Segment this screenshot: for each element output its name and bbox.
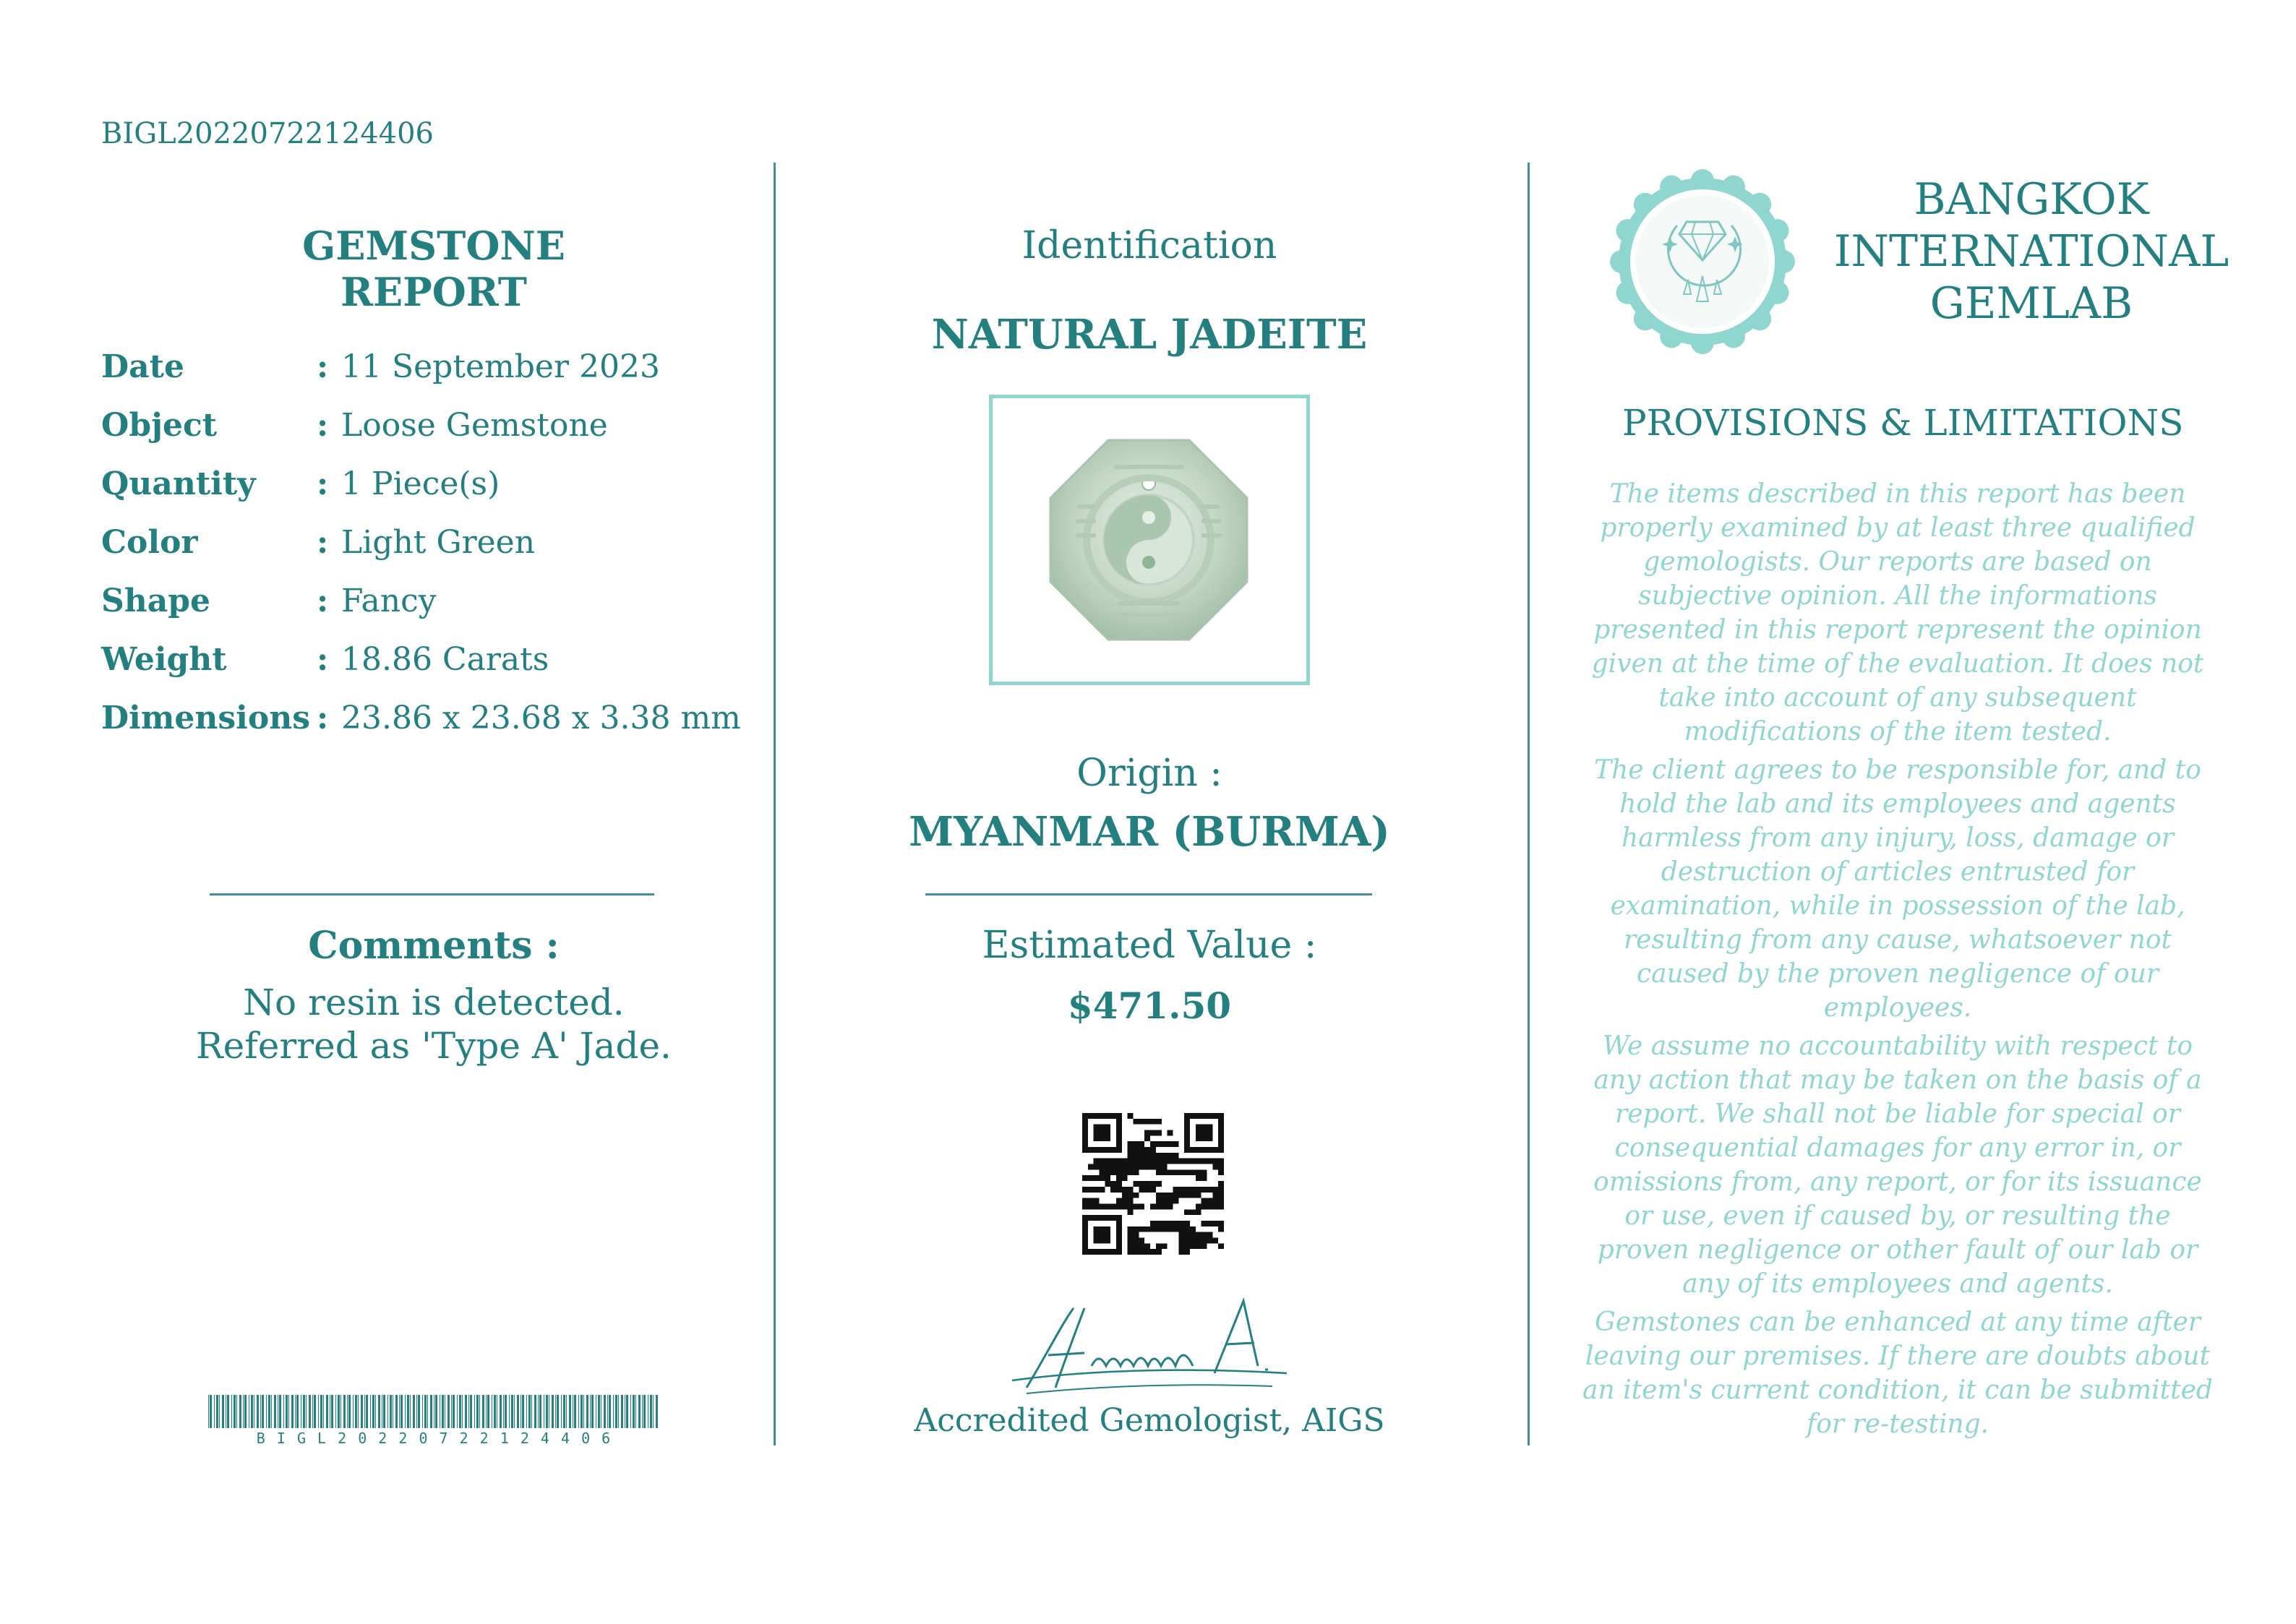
origin-value: MYANMAR (BURMA) (909, 808, 1390, 856)
field-row-quantity (101, 463, 752, 506)
field-value: 23.86 x 23.68 x 3.38 mm (341, 700, 741, 736)
field-row-dimensions (101, 697, 752, 740)
field-label: Weight (101, 641, 227, 678)
field-label: Color (101, 524, 198, 561)
report-title: GEMSTONE REPORT (302, 223, 565, 315)
divider-right (1528, 163, 1530, 1445)
signature (1005, 1286, 1301, 1402)
lab-name-line-2: INTERNATIONAL (1833, 226, 2229, 277)
lab-name-line-3: GEMLAB (1929, 278, 2133, 329)
estimated-value-amount: $471.50 (1067, 984, 1232, 1027)
estimated-value-label: Estimated Value : (982, 924, 1317, 967)
field-label: Quantity (101, 465, 256, 502)
field-colon: : (317, 465, 329, 502)
field-colon: : (317, 583, 329, 619)
field-label: Object (101, 407, 218, 444)
comments-title: Comments : (308, 924, 560, 968)
barcode-icon (208, 1395, 660, 1430)
field-value: 18.86 Carats (341, 641, 549, 678)
barcode-text: B I G L 2 0 2 2 0 7 2 2 1 2 4 4 0 6 (256, 1430, 612, 1447)
field-colon: : (317, 407, 329, 444)
field-value: 1 Piece(s) (341, 465, 500, 502)
field-colon: : (317, 641, 329, 678)
divider-left (774, 163, 776, 1445)
field-value: 11 September 2023 (341, 348, 660, 385)
field-colon: : (317, 524, 329, 561)
jade-pendant-image (993, 398, 1306, 682)
gemologist-label: Accredited Gemologist, AIGS (914, 1402, 1385, 1439)
field-value: Fancy (341, 583, 437, 619)
comments-line-1: No resin is detected. (243, 981, 625, 1023)
field-label: Dimensions (101, 700, 311, 736)
field-value: Light Green (341, 524, 536, 561)
field-row-shape (101, 580, 752, 623)
value-rule (925, 893, 1372, 895)
gem-photo-frame (989, 395, 1310, 685)
provisions-title: PROVISIONS & LIMITATIONS (1622, 402, 2184, 444)
lab-seal-icon (1609, 168, 1796, 356)
provisions-paragraph-4: Gemstones can be enhanced at any time after leaving our premises. If there are doubts about an item's current condition, it can be submitted for re-testing. (1582, 1307, 2213, 1439)
comments-rule (210, 893, 654, 895)
provisions-paragraph-2: The client agrees to be responsible for, and to hold the lab and its employees and agents harmless from any injury, loss, damage or destruction of articles entrusted for examination, while in possession of the lab, resulting from any cause, whatsoever not caused by the proven negligence of our employees. (1594, 755, 2201, 1023)
field-colon: : (317, 348, 329, 385)
report-id: BIGL20220722124406 (101, 117, 434, 150)
identification-label: Identification (1021, 224, 1277, 267)
comments-line-2: Referred as 'Type A' Jade. (196, 1025, 672, 1067)
origin-label: Origin : (1076, 752, 1222, 795)
field-value: Loose Gemstone (341, 407, 608, 444)
provisions-paragraph-3: We assume no accountability with respect to any action that may be taken on the basis of a report. We shall not be liable for special or consequential damages for any error in, or omissions from, any report, or for its issuance or use, even if caused by, or resulting the proven negligence or other fault of our lab or any of its employees and agents. (1593, 1031, 2202, 1299)
lab-name (1829, 173, 2234, 330)
field-row-color (101, 521, 752, 564)
identification-value: NATURAL JADEITE (931, 311, 1368, 358)
provisions-paragraph-1: The items described in this report has been properly examined by at least three qualified gemologists. Our reports are based on subjective opinion. All the informations presented in this report represent the opinion given at the time of the evaluation. It does not take into account of any subsequent modifications of the item tested. (1591, 479, 2204, 747)
field-label: Shape (101, 583, 211, 619)
field-colon: : (317, 700, 329, 736)
qr-code-icon (1082, 1113, 1224, 1255)
field-row-object (101, 404, 752, 447)
lab-name-line-1: BANGKOK (1914, 174, 2149, 225)
field-label: Date (101, 348, 184, 385)
field-row-weight (101, 638, 752, 682)
field-row-date (101, 345, 752, 389)
